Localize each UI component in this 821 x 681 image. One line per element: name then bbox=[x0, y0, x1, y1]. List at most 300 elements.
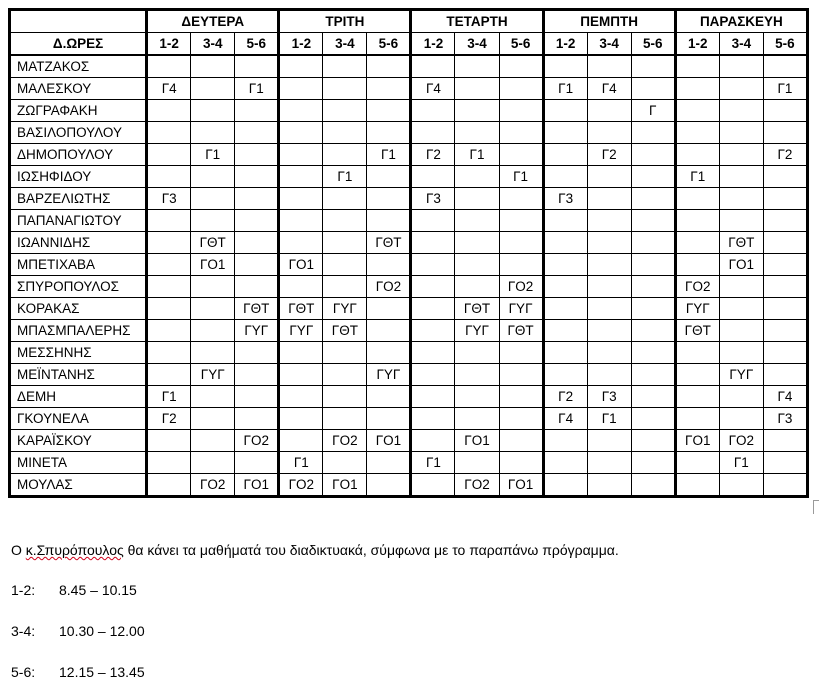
schedule-cell bbox=[543, 144, 587, 166]
schedule-cell: Γ bbox=[631, 100, 675, 122]
schedule-cell bbox=[763, 298, 807, 320]
schedule-cell: ΓΥΓ bbox=[279, 320, 323, 342]
schedule-cell bbox=[631, 144, 675, 166]
schedule-cell bbox=[455, 408, 499, 430]
schedule-cell bbox=[455, 342, 499, 364]
schedule-cell bbox=[323, 55, 367, 78]
schedule-cell bbox=[719, 122, 763, 144]
schedule-cell bbox=[279, 122, 323, 144]
schedule-cell bbox=[719, 320, 763, 342]
schedule-cell bbox=[499, 210, 543, 232]
schedule-cell: ΓΥΓ bbox=[367, 364, 411, 386]
schedule-cell bbox=[587, 100, 631, 122]
schedule-cell bbox=[675, 342, 719, 364]
schedule-cell bbox=[235, 408, 279, 430]
schedule-cell bbox=[587, 430, 631, 452]
schedule-cell bbox=[499, 188, 543, 210]
schedule-cell: Γ2 bbox=[543, 386, 587, 408]
schedule-cell bbox=[719, 276, 763, 298]
schedule-cell bbox=[147, 298, 191, 320]
corner-cell bbox=[10, 10, 147, 33]
schedule-cell: ΓΥΓ bbox=[235, 320, 279, 342]
schedule-cell bbox=[411, 166, 455, 188]
schedule-cell: Γ2 bbox=[411, 144, 455, 166]
schedule-cell: ΓΟ1 bbox=[191, 254, 235, 276]
day-header-tuesday: ΤΡΙΤΗ bbox=[279, 10, 411, 33]
schedule-cell bbox=[147, 320, 191, 342]
schedule-cell bbox=[631, 188, 675, 210]
schedule-cell bbox=[543, 166, 587, 188]
schedule-cell bbox=[147, 166, 191, 188]
schedule-cell bbox=[411, 320, 455, 342]
schedule-cell: Γ1 bbox=[367, 144, 411, 166]
schedule-cell bbox=[675, 452, 719, 474]
schedule-cell: ΓΟ1 bbox=[499, 474, 543, 497]
schedule-cell: ΓΘΤ bbox=[719, 232, 763, 254]
teacher-row bbox=[10, 78, 808, 100]
teacher-name: ΜΕΣΣΗΝΗΣ bbox=[10, 342, 147, 364]
schedule-cell bbox=[279, 364, 323, 386]
teacher-name: ΠΑΠΑΝΑΓΙΩΤΟΥ bbox=[10, 210, 147, 232]
schedule-cell bbox=[675, 188, 719, 210]
teacher-row bbox=[10, 254, 808, 276]
schedule-cell bbox=[147, 210, 191, 232]
schedule-cell bbox=[411, 342, 455, 364]
schedule-cell bbox=[543, 100, 587, 122]
schedule-cell: Γ4 bbox=[763, 386, 807, 408]
schedule-cell bbox=[191, 298, 235, 320]
teacher-name: ΜΟΥΛΑΣ bbox=[10, 474, 147, 497]
slot-header: 3-4 bbox=[191, 33, 235, 56]
schedule-cell bbox=[763, 342, 807, 364]
schedule-cell: ΓΥΓ bbox=[323, 298, 367, 320]
schedule-cell bbox=[675, 55, 719, 78]
slot-header: 1-2 bbox=[675, 33, 719, 56]
teacher-row bbox=[10, 276, 808, 298]
schedule-cell bbox=[279, 408, 323, 430]
schedule-cell bbox=[455, 122, 499, 144]
schedule-cell bbox=[719, 144, 763, 166]
schedule-cell bbox=[367, 342, 411, 364]
schedule-cell bbox=[323, 144, 367, 166]
teacher-name: ΜΑΛΕΣΚΟΥ bbox=[10, 78, 147, 100]
schedule-cell bbox=[719, 55, 763, 78]
schedule-cell bbox=[763, 276, 807, 298]
schedule-cell bbox=[543, 430, 587, 452]
schedule-cell bbox=[367, 210, 411, 232]
teacher-name: ΜΑΤΖΑΚΟΣ bbox=[10, 55, 147, 78]
schedule-cell bbox=[455, 166, 499, 188]
teacher-name: ΜΕΪΝΤΑΝΗΣ bbox=[10, 364, 147, 386]
schedule-cell bbox=[763, 188, 807, 210]
schedule-cell bbox=[367, 188, 411, 210]
schedule-cell bbox=[631, 386, 675, 408]
schedule-cell bbox=[323, 78, 367, 100]
schedule-cell: Γ3 bbox=[543, 188, 587, 210]
schedule-cell bbox=[719, 474, 763, 497]
schedule-cell: ΓΟ2 bbox=[499, 276, 543, 298]
schedule-cell bbox=[587, 342, 631, 364]
schedule-cell: ΓΟ1 bbox=[675, 430, 719, 452]
schedule-cell bbox=[631, 430, 675, 452]
schedule-cell: Γ1 bbox=[455, 144, 499, 166]
schedule-cell bbox=[411, 232, 455, 254]
schedule-cell bbox=[587, 298, 631, 320]
schedule-cell: Γ4 bbox=[147, 78, 191, 100]
schedule-cell bbox=[631, 452, 675, 474]
schedule-cell: Γ1 bbox=[279, 452, 323, 474]
schedule-cell bbox=[587, 254, 631, 276]
schedule-cell bbox=[191, 386, 235, 408]
intro-text: θα κάνει τα μαθήματά του διαδικτυακά, σύμφωνα με το παραπάνω πρόγραμμα. bbox=[123, 542, 619, 558]
schedule-cell bbox=[323, 100, 367, 122]
schedule-cell bbox=[587, 122, 631, 144]
schedule-cell bbox=[367, 386, 411, 408]
schedule-cell bbox=[279, 386, 323, 408]
schedule-cell bbox=[455, 232, 499, 254]
schedule-cell bbox=[411, 364, 455, 386]
schedule-cell bbox=[147, 144, 191, 166]
schedule-cell bbox=[675, 232, 719, 254]
schedule-cell bbox=[323, 364, 367, 386]
schedule-cell: Γ1 bbox=[587, 408, 631, 430]
schedule-cell bbox=[631, 254, 675, 276]
schedule-cell: ΓΟ1 bbox=[455, 430, 499, 452]
schedule-cell bbox=[323, 276, 367, 298]
schedule-cell bbox=[367, 320, 411, 342]
schedule-cell bbox=[587, 452, 631, 474]
schedule-cell bbox=[631, 320, 675, 342]
teacher-name: ΓΚΟΥΝΕΛΑ bbox=[10, 408, 147, 430]
schedule-cell: Γ3 bbox=[411, 188, 455, 210]
schedule-cell bbox=[631, 166, 675, 188]
schedule-cell: ΓΟ2 bbox=[675, 276, 719, 298]
schedule-cell bbox=[763, 254, 807, 276]
schedule-cell: ΓΟ1 bbox=[719, 254, 763, 276]
schedule-cell bbox=[279, 144, 323, 166]
schedule-cell bbox=[367, 474, 411, 497]
schedule-cell bbox=[455, 452, 499, 474]
schedule-cell bbox=[367, 166, 411, 188]
schedule-cell bbox=[719, 298, 763, 320]
teacher-row bbox=[10, 430, 808, 452]
slot-header: 5-6 bbox=[367, 33, 411, 56]
schedule-cell bbox=[191, 430, 235, 452]
schedule-cell bbox=[499, 342, 543, 364]
schedule-cell bbox=[587, 55, 631, 78]
schedule-cell bbox=[279, 276, 323, 298]
schedule-cell bbox=[499, 430, 543, 452]
schedule-cell bbox=[411, 474, 455, 497]
schedule-cell bbox=[543, 452, 587, 474]
schedule-cell bbox=[675, 408, 719, 430]
schedule-cell: ΓΘΤ bbox=[191, 232, 235, 254]
schedule-cell bbox=[543, 474, 587, 497]
teacher-name: ΜΠΑΣΜΠΑΛΕΡΗΣ bbox=[10, 320, 147, 342]
schedule-cell bbox=[147, 430, 191, 452]
schedule-cell bbox=[631, 122, 675, 144]
schedule-cell bbox=[543, 320, 587, 342]
schedule-cell: Γ1 bbox=[543, 78, 587, 100]
schedule-cell: ΓΟ2 bbox=[235, 430, 279, 452]
period-label: 5-6: bbox=[11, 664, 36, 680]
schedule-cell: ΓΘΤ bbox=[235, 298, 279, 320]
teacher-name: ΒΑΡΖΕΛΙΩΤΗΣ bbox=[10, 188, 147, 210]
schedule-cell: ΓΥΓ bbox=[719, 364, 763, 386]
schedule-cell bbox=[191, 78, 235, 100]
schedule-cell bbox=[587, 166, 631, 188]
schedule-cell bbox=[191, 276, 235, 298]
schedule-cell: ΓΥΓ bbox=[455, 320, 499, 342]
schedule-cell bbox=[235, 166, 279, 188]
schedule-cell: Γ4 bbox=[587, 78, 631, 100]
schedule-cell: Γ1 bbox=[235, 78, 279, 100]
teacher-name: ΙΩΑΝΝΙΔΗΣ bbox=[10, 232, 147, 254]
schedule-cell bbox=[455, 254, 499, 276]
teacher-row bbox=[10, 386, 808, 408]
schedule-cell bbox=[631, 210, 675, 232]
schedule-cell bbox=[763, 474, 807, 497]
schedule-cell bbox=[719, 386, 763, 408]
schedule-cell: Γ3 bbox=[587, 386, 631, 408]
teacher-row bbox=[10, 408, 808, 430]
schedule-cell bbox=[279, 100, 323, 122]
schedule-cell bbox=[719, 408, 763, 430]
schedule-cell bbox=[235, 254, 279, 276]
schedule-cell bbox=[411, 55, 455, 78]
schedule-cell bbox=[455, 100, 499, 122]
schedule-cell bbox=[147, 254, 191, 276]
schedule-cell bbox=[631, 474, 675, 497]
schedule-cell bbox=[147, 276, 191, 298]
schedule-cell: Γ4 bbox=[411, 78, 455, 100]
schedule-cell bbox=[675, 386, 719, 408]
schedule-cell bbox=[631, 232, 675, 254]
schedule-cell bbox=[719, 210, 763, 232]
schedule-cell bbox=[631, 78, 675, 100]
schedule-cell bbox=[235, 55, 279, 78]
schedule-cell: ΓΟ1 bbox=[279, 254, 323, 276]
schedule-cell bbox=[367, 100, 411, 122]
teacher-row bbox=[10, 122, 808, 144]
schedule-cell bbox=[191, 408, 235, 430]
teacher-name: ΔΕΜΗ bbox=[10, 386, 147, 408]
schedule-cell: Γ3 bbox=[147, 188, 191, 210]
schedule-cell bbox=[499, 78, 543, 100]
schedule-cell bbox=[191, 100, 235, 122]
schedule-cell bbox=[367, 122, 411, 144]
schedule-cell: Γ1 bbox=[411, 452, 455, 474]
schedule-cell bbox=[367, 298, 411, 320]
schedule-cell bbox=[631, 364, 675, 386]
schedule-cell bbox=[147, 474, 191, 497]
schedule-cell: ΓΟ1 bbox=[367, 430, 411, 452]
schedule-cell bbox=[411, 276, 455, 298]
period-time: 12.15 – 13.45 bbox=[59, 664, 145, 680]
schedule-cell: Γ1 bbox=[499, 166, 543, 188]
schedule-cell bbox=[323, 254, 367, 276]
slot-header: 5-6 bbox=[763, 33, 807, 56]
teacher-row bbox=[10, 452, 808, 474]
schedule-cell bbox=[543, 298, 587, 320]
schedule-cell bbox=[323, 452, 367, 474]
teacher-row bbox=[10, 232, 808, 254]
schedule-cell: Γ2 bbox=[587, 144, 631, 166]
schedule-cell bbox=[499, 254, 543, 276]
schedule-cell bbox=[411, 386, 455, 408]
schedule-cell bbox=[411, 210, 455, 232]
teacher-row bbox=[10, 188, 808, 210]
teacher-name: ΙΩΣΗΦΙΔΟΥ bbox=[10, 166, 147, 188]
teacher-row bbox=[10, 474, 808, 497]
schedule-cell bbox=[455, 276, 499, 298]
schedule-cell bbox=[587, 188, 631, 210]
schedule-cell bbox=[147, 452, 191, 474]
schedule-body bbox=[10, 10, 808, 497]
schedule-cell bbox=[455, 386, 499, 408]
day-header-row bbox=[10, 10, 808, 33]
schedule-cell bbox=[367, 254, 411, 276]
schedule-cell bbox=[191, 210, 235, 232]
day-header-thursday: ΠΕΜΠΤΗ bbox=[543, 10, 675, 33]
schedule-cell bbox=[499, 55, 543, 78]
schedule-cell: ΓΘΤ bbox=[455, 298, 499, 320]
schedule-cell: Γ2 bbox=[763, 144, 807, 166]
schedule-cell: ΓΘΤ bbox=[323, 320, 367, 342]
schedule-cell bbox=[323, 122, 367, 144]
schedule-cell: ΓΟ2 bbox=[367, 276, 411, 298]
day-header-friday: ΠΑΡΑΣΚΕΥΗ bbox=[675, 10, 807, 33]
schedule-cell bbox=[191, 166, 235, 188]
schedule-cell bbox=[587, 276, 631, 298]
teacher-name: ΣΠΥΡΟΠΟΥΛΟΣ bbox=[10, 276, 147, 298]
schedule-cell bbox=[147, 122, 191, 144]
schedule-cell: ΓΟ2 bbox=[279, 474, 323, 497]
schedule-cell bbox=[411, 430, 455, 452]
schedule-cell: Γ4 bbox=[543, 408, 587, 430]
teacher-row bbox=[10, 364, 808, 386]
schedule-cell bbox=[675, 78, 719, 100]
schedule-cell bbox=[543, 210, 587, 232]
teacher-row bbox=[10, 144, 808, 166]
schedule-cell: ΓΥΓ bbox=[191, 364, 235, 386]
schedule-cell bbox=[279, 232, 323, 254]
schedule-cell bbox=[499, 100, 543, 122]
schedule-cell bbox=[587, 320, 631, 342]
schedule-cell bbox=[235, 188, 279, 210]
schedule-cell bbox=[499, 386, 543, 408]
schedule-cell bbox=[631, 55, 675, 78]
slot-header: 1-2 bbox=[411, 33, 455, 56]
slot-header: 1-2 bbox=[543, 33, 587, 56]
schedule-cell: Γ3 bbox=[763, 408, 807, 430]
schedule-cell bbox=[675, 474, 719, 497]
schedule-cell bbox=[499, 452, 543, 474]
schedule-cell bbox=[191, 320, 235, 342]
schedule-cell bbox=[455, 78, 499, 100]
schedule-cell bbox=[631, 342, 675, 364]
schedule-cell bbox=[323, 188, 367, 210]
schedule-cell: ΓΥΓ bbox=[499, 298, 543, 320]
teacher-row bbox=[10, 55, 808, 78]
schedule-cell bbox=[763, 452, 807, 474]
schedule-cell bbox=[279, 430, 323, 452]
schedule-cell: Γ1 bbox=[147, 386, 191, 408]
schedule-table bbox=[8, 8, 809, 498]
schedule-cell bbox=[587, 232, 631, 254]
teacher-row bbox=[10, 210, 808, 232]
intro-paragraph bbox=[11, 542, 619, 558]
schedule-cell bbox=[675, 144, 719, 166]
schedule-cell bbox=[367, 408, 411, 430]
schedule-cell bbox=[323, 342, 367, 364]
schedule-cell bbox=[499, 364, 543, 386]
schedule-cell: ΓΟ1 bbox=[323, 474, 367, 497]
teacher-header: Δ.ΩΡΕΣ bbox=[10, 33, 147, 56]
schedule-cell bbox=[191, 452, 235, 474]
schedule-cell bbox=[763, 430, 807, 452]
schedule-cell bbox=[235, 342, 279, 364]
slot-header: 3-4 bbox=[587, 33, 631, 56]
schedule-cell: ΓΘΤ bbox=[499, 320, 543, 342]
schedule-cell bbox=[675, 210, 719, 232]
schedule-cell bbox=[147, 364, 191, 386]
schedule-cell bbox=[631, 408, 675, 430]
schedule-cell bbox=[763, 364, 807, 386]
schedule-cell bbox=[279, 210, 323, 232]
schedule-cell bbox=[279, 188, 323, 210]
day-header-wednesday: ΤΕΤΑΡΤΗ bbox=[411, 10, 543, 33]
schedule-cell bbox=[411, 254, 455, 276]
slot-header: 5-6 bbox=[235, 33, 279, 56]
slot-header: 3-4 bbox=[455, 33, 499, 56]
schedule-cell bbox=[147, 55, 191, 78]
schedule-cell bbox=[763, 232, 807, 254]
schedule-cell bbox=[235, 386, 279, 408]
schedule-cell bbox=[499, 144, 543, 166]
schedule-cell bbox=[323, 386, 367, 408]
teacher-name: ΚΟΡΑΚΑΣ bbox=[10, 298, 147, 320]
schedule-cell bbox=[235, 276, 279, 298]
schedule-cell bbox=[323, 210, 367, 232]
schedule-cell bbox=[675, 364, 719, 386]
schedule-cell bbox=[455, 188, 499, 210]
day-header-monday: ΔΕΥΤΕΡΑ bbox=[147, 10, 279, 33]
schedule-cell bbox=[279, 166, 323, 188]
schedule-cell bbox=[367, 452, 411, 474]
teacher-row bbox=[10, 166, 808, 188]
slot-header: 3-4 bbox=[719, 33, 763, 56]
schedule-cell bbox=[235, 232, 279, 254]
schedule-cell: ΓΟ1 bbox=[235, 474, 279, 497]
teacher-name: ΜΠΕΤΙΧΑΒΑ bbox=[10, 254, 147, 276]
schedule-cell: Γ1 bbox=[763, 78, 807, 100]
schedule-cell bbox=[191, 342, 235, 364]
schedule-cell bbox=[543, 342, 587, 364]
schedule-cell bbox=[587, 364, 631, 386]
schedule-cell bbox=[455, 210, 499, 232]
schedule-cell bbox=[719, 78, 763, 100]
schedule-cell bbox=[191, 55, 235, 78]
schedule-cell bbox=[719, 188, 763, 210]
period-line bbox=[11, 664, 145, 680]
schedule-cell bbox=[543, 254, 587, 276]
schedule-cell bbox=[631, 276, 675, 298]
teacher-row bbox=[10, 298, 808, 320]
schedule-cell bbox=[235, 144, 279, 166]
schedule-cell: ΓΥΓ bbox=[675, 298, 719, 320]
teacher-name: ΚΑΡΑΪΣΚΟΥ bbox=[10, 430, 147, 452]
